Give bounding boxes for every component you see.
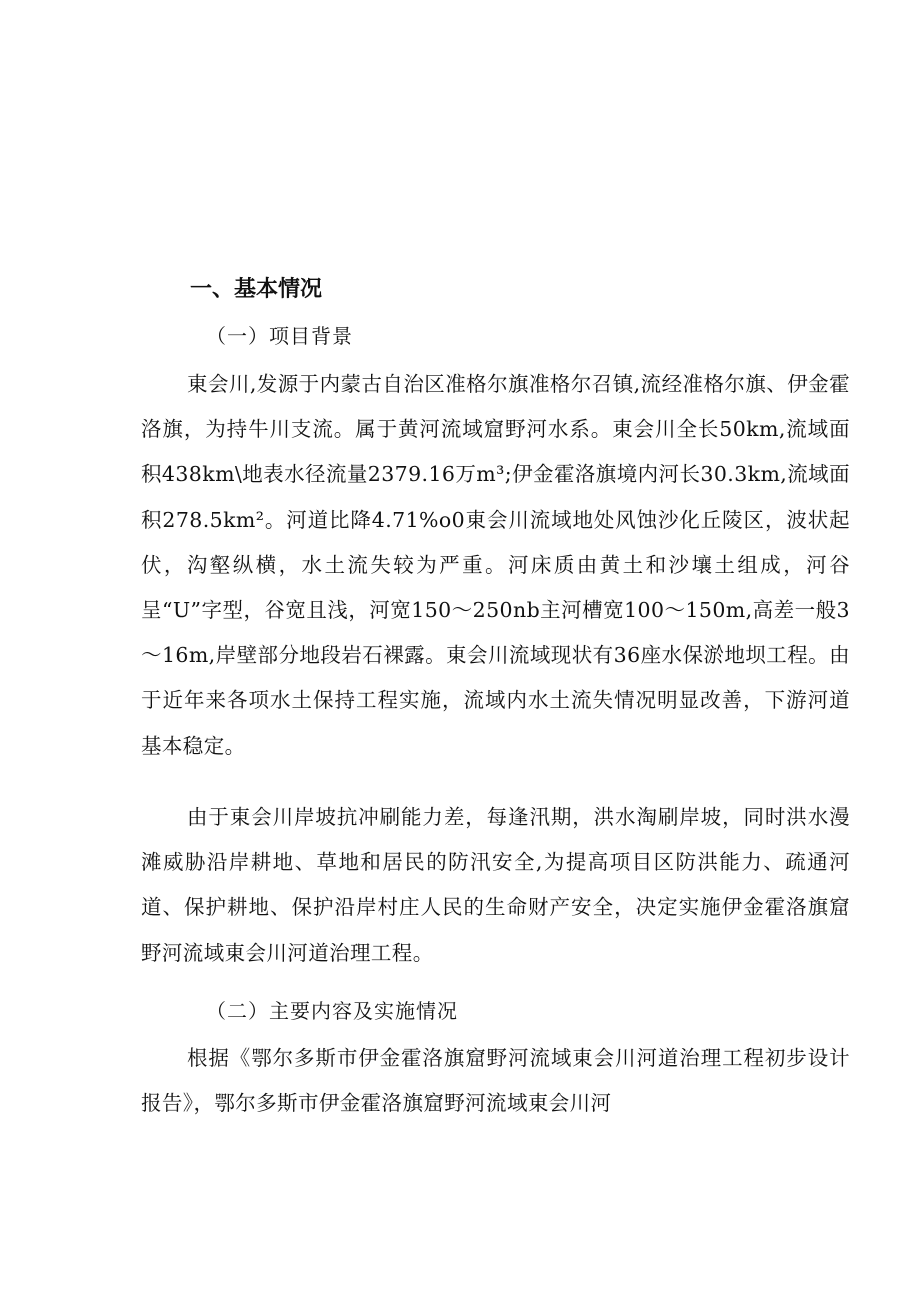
paragraph-project-rationale: 由于東会川岸坡抗冲刷能力差，每逢汛期，洪水淘刷岸坡，同时洪水漫滩威胁沿岸耕地、草地和居民的防汛安全,为提高项目区防洪能力、疏通河道、保护耕地、保护沿岸村庄人民的生命财产安全，决定实施伊金霍洛旗窟野河流域東会川河道治理工程。 — [141, 805, 850, 965]
section-heading: 一、基本情况 — [190, 277, 323, 302]
subsection-title-content: （二）主要内容及实施情况 — [206, 999, 458, 1023]
paragraph-content: 根据《鄂尔多斯市伊金霍洛旗窟野河流域東会川河道治理工程初步设计报告》，鄂尔多斯市伊金霍洛旗窟野河流域東会川河 — [141, 1046, 850, 1116]
subsection-title-background: （一）项目背景 — [206, 324, 353, 348]
paragraph-background: 東会川,发源于内蒙古自治区准格尔旗准格尔召镇,流经准格尔旗、伊金霍洛旗，为持牛川支流。属于黄河流域窟野河水系。東会川全长50km,流域面积438km\地表水径流量2379.16万m³;伊金霍洛旗境内河长30.3km,流域面积278.5km²。河道比降4.71%o0東会川流域地处风蚀沙化丘陵区，波状起伏，沟壑纵横，水土流失较为严重。河床质由黄土和沙壤土组成，河谷呈“U”字型，谷宽且浅，河宽150～250nb主河槽宽100～150m,高差一般3～16m,岸壁部分地段岩石裸露。東会川流域现状有36座水保淤地坝工程。由于近年来各项水土保持工程实施，流域内水土流失情况明显改善，下游河道基本稳定。 — [141, 372, 850, 758]
